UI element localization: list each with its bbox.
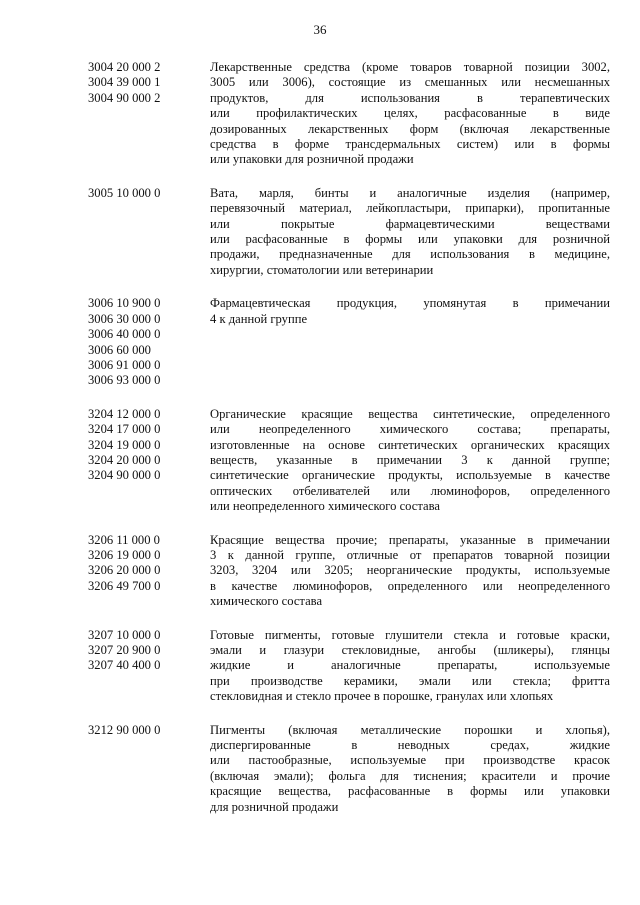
description-line: Пигменты (включая металлические порошки и хлопья), bbox=[210, 722, 610, 737]
description-line: Готовые пигменты, готовые глушители стекла и готовые краски, bbox=[210, 627, 610, 642]
tariff-code: 3204 20 000 0 bbox=[88, 452, 161, 467]
description-line: перевязочный материал, лейкопластыри, припарки), пропитанные bbox=[210, 201, 610, 216]
description-line: средства в форме трансдермальных систем) или в формы bbox=[210, 137, 610, 152]
tariff-codes bbox=[88, 628, 210, 674]
tariff-code: 3006 60 000 bbox=[88, 342, 151, 357]
description-line: Фармацевтическая продукция, упомянутая в примечании bbox=[210, 296, 610, 311]
description-line: или пастообразные, используемые при производстве красок bbox=[210, 753, 610, 768]
tariff-description bbox=[210, 296, 610, 327]
tariff-description bbox=[210, 407, 610, 515]
tariff-codes bbox=[88, 60, 210, 106]
tariff-entry bbox=[88, 628, 610, 705]
tariff-code: 3004 90 000 2 bbox=[88, 90, 161, 105]
tariff-code: 3006 91 000 0 bbox=[88, 357, 161, 372]
description-line: или неопределенного химического состава; препараты, bbox=[210, 422, 610, 437]
description-line: синтетические органические продукты, используемые в качестве bbox=[210, 468, 610, 483]
description-line: (включая эмали); фольга для тиснения; красители и прочие bbox=[210, 768, 610, 783]
description-line: или профилактических целях, расфасованные в виде bbox=[210, 106, 610, 121]
tariff-code: 3204 17 000 0 bbox=[88, 422, 161, 437]
tariff-code: 3004 20 000 2 bbox=[88, 60, 161, 74]
description-line: стекловидная и стекло прочее в порошке, гранулах или хлопьях bbox=[210, 689, 554, 704]
description-line: оптических отбеливателей или люминофоров, определенного bbox=[210, 483, 610, 498]
tariff-codes bbox=[88, 723, 210, 738]
description-line: Красящие вещества прочие; препараты, указанные в примечании bbox=[210, 532, 610, 547]
description-line: химического состава bbox=[210, 594, 323, 609]
tariff-code: 3206 11 000 0 bbox=[88, 532, 160, 547]
description-line: Лекарственные средства (кроме товаров товарной позиции 3002, bbox=[210, 60, 610, 74]
description-line: продуктов, для использования в терапевтических bbox=[210, 90, 610, 105]
tariff-entry bbox=[88, 60, 610, 168]
description-line: изготовленные на основе синтетических органических красящих bbox=[210, 437, 610, 452]
tariff-entries-list bbox=[88, 60, 610, 833]
tariff-entry bbox=[88, 407, 610, 515]
tariff-code: 3204 19 000 0 bbox=[88, 437, 161, 452]
tariff-description bbox=[210, 723, 610, 815]
tariff-codes bbox=[88, 186, 210, 201]
tariff-entry bbox=[88, 723, 610, 815]
description-line: или упаковки для розничной продажи bbox=[210, 152, 414, 167]
description-line: эмали и глазури стекловидные, ангобы (шликеры), глянцы bbox=[210, 643, 610, 657]
tariff-code: 3206 49 700 0 bbox=[88, 578, 161, 593]
tariff-code: 3207 20 900 0 bbox=[88, 643, 161, 657]
description-line: или расфасованные в формы или упаковки для розничной bbox=[210, 232, 610, 247]
tariff-description bbox=[210, 186, 610, 278]
tariff-description bbox=[210, 60, 610, 168]
tariff-codes bbox=[88, 533, 210, 595]
tariff-entry bbox=[88, 533, 610, 610]
description-line: 3 к данной группе, отличные от препаратов товарной позиции bbox=[210, 547, 610, 562]
description-line: дозированных лекарственных форм (включая лекарственные bbox=[210, 121, 610, 136]
description-line: хирургии, стоматологии или ветеринарии bbox=[210, 262, 434, 277]
tariff-code: 3204 90 000 0 bbox=[88, 468, 161, 483]
tariff-entry bbox=[88, 296, 610, 388]
tariff-description bbox=[210, 533, 610, 610]
page-number: 36 bbox=[313, 22, 327, 37]
tariff-code: 3212 90 000 0 bbox=[88, 722, 161, 737]
tariff-codes bbox=[88, 407, 210, 484]
tariff-code: 3005 10 000 0 bbox=[88, 185, 161, 200]
tariff-code: 3006 30 000 0 bbox=[88, 311, 161, 326]
tariff-code: 3206 20 000 0 bbox=[88, 563, 161, 578]
description-line: красящие вещества, расфасованные в формы или упаковки bbox=[210, 784, 610, 799]
description-line: 3005 или 3006), состоящие из смешанных или несмешанных bbox=[210, 75, 610, 90]
tariff-code: 3004 39 000 1 bbox=[88, 75, 161, 90]
tariff-code: 3006 40 000 0 bbox=[88, 327, 161, 342]
description-line: жидкие и аналогичные препараты, используемые bbox=[210, 658, 610, 673]
description-line: 3203, 3204 или 3205; неорганические продукты, используемые bbox=[210, 563, 610, 578]
description-line: Органические красящие вещества синтетические, определенного bbox=[210, 406, 610, 421]
description-line: или покрытые фармацевтическими веществами bbox=[210, 216, 610, 231]
tariff-code: 3006 93 000 0 bbox=[88, 373, 161, 388]
description-line: Вата, марля, бинты и аналогичные изделия (например, bbox=[210, 185, 610, 200]
description-line: или неопределенного химического состава bbox=[210, 499, 440, 514]
tariff-code: 3207 40 400 0 bbox=[88, 658, 161, 673]
description-line: веществ, указанные в примечании 3 к данной группе; bbox=[210, 452, 610, 467]
tariff-code: 3207 10 000 0 bbox=[88, 627, 161, 642]
tariff-code: 3206 19 000 0 bbox=[88, 547, 161, 562]
tariff-code: 3006 10 900 0 bbox=[88, 296, 161, 311]
description-line: в качестве люминофоров, определенного или неопределенного bbox=[210, 578, 610, 593]
description-line: для розничной продажи bbox=[210, 799, 339, 814]
description-line: продажи, предназначенные для использования в медицине, bbox=[210, 247, 610, 262]
description-line: диспергированные в неводных средах, жидкие bbox=[210, 738, 610, 753]
tariff-code: 3204 12 000 0 bbox=[88, 406, 161, 421]
tariff-entry bbox=[88, 186, 610, 278]
tariff-description bbox=[210, 628, 610, 705]
description-line: 4 к данной группе bbox=[210, 311, 308, 326]
description-line: при производстве керамики, эмали или стекла; фритта bbox=[210, 673, 610, 688]
tariff-codes bbox=[88, 296, 210, 388]
